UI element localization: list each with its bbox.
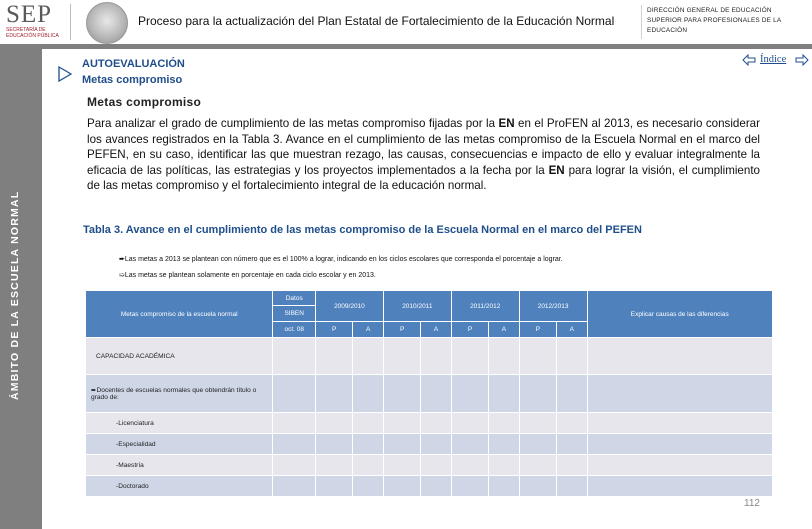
goals-table (85, 290, 773, 497)
header-year: 2011/2012 (451, 291, 519, 322)
national-seal-icon (86, 2, 128, 44)
page-number: 112 (744, 498, 760, 509)
table-row (86, 434, 773, 455)
table-note (119, 271, 376, 279)
header-year: 2012/2013 (519, 291, 587, 322)
paragraph-bold-en: EN (498, 117, 515, 130)
side-band (0, 49, 42, 529)
table-row (86, 476, 773, 497)
header-sub-p: P (383, 322, 420, 338)
document-title: Proceso para la actualización del Plan Estatal de Fortalecimiento de la Educación Normal (138, 14, 615, 28)
row-label: -Doctorado (86, 476, 273, 497)
row-label-text: Docentes de escuelas normales que obtendrán título o grado de: (91, 387, 257, 401)
arrow-left-icon[interactable] (742, 54, 756, 66)
bullet-arrow-icon: ➨ (119, 256, 125, 263)
logo-divider (70, 4, 71, 40)
header-oct: oct. 08 (273, 322, 316, 338)
header-siben: SIBEN (273, 306, 316, 322)
section-subtitle: Metas compromiso (82, 74, 183, 86)
row-label (86, 375, 273, 413)
header-goals: Metas compromiso de la escuela normal (86, 291, 273, 338)
bullet-arrow-icon: ➯ (119, 272, 125, 279)
header-sub-p: P (451, 322, 488, 338)
paragraph-text: para lograr la visión, el cumplimiento de las metas compromiso y el fortalecimiento integral de la educación normal. (87, 163, 760, 193)
arrow-right-icon[interactable] (795, 54, 809, 66)
table-row (86, 455, 773, 476)
table-row (86, 375, 773, 413)
paragraph-bold-en: EN (548, 163, 565, 177)
play-icon (58, 66, 72, 82)
table-note (119, 255, 563, 263)
header-band (0, 44, 812, 49)
side-band-label: ÁMBITO DE LA ESCUELA NORMAL (9, 190, 21, 400)
bullet-arrow-icon: ➨ (91, 387, 97, 394)
section-title: AUTOEVALUACIÓN (82, 58, 185, 70)
index-link[interactable]: Índice (760, 54, 787, 65)
header-causes: Explicar causas de las diferencias (587, 291, 772, 338)
row-label: CAPACIDAD ACADÉMICA (86, 338, 273, 375)
row-label: -Maestría (86, 455, 273, 476)
header-year: 2009/2010 (315, 291, 383, 322)
header-divider (641, 5, 642, 39)
page-header (0, 0, 812, 44)
row-label: -Especialidad (86, 434, 273, 455)
header-sub-p: P (315, 322, 352, 338)
sep-logo (6, 2, 68, 40)
header-year: 2010/2011 (383, 291, 451, 322)
table-caption: Tabla 3. Avance en el cumplimiento de las metas compromiso de la Escuela Normal en el marco del PEFEN (83, 224, 642, 236)
paragraph-text: Para analizar el grado de cumplimiento de las metas compromiso fijadas por la (87, 117, 499, 130)
sep-logo-subtext: SECRETARÍA DE EDUCACIÓN PÚBLICA (6, 27, 59, 39)
header-datos: Datos (273, 291, 316, 306)
table-row (86, 413, 773, 434)
table-note-text: Las metas se plantean solamente en porcentaje en cada ciclo escolar y en 2013. (124, 272, 376, 279)
row-label: -Licenciatura (86, 413, 273, 434)
directorate-name: DIRECCIÓN GENERAL DE EDUCACIÓN SUPERIOR PARA PROFESIONALES DE LA EDUCACIÓN (647, 7, 781, 34)
header-sub-a: A (421, 322, 451, 338)
table-note-text: Las metas a 2013 se plantean con número que es el 100% a lograr, indicando en los ciclos escolares que corresponda el porcentaje a lograr. (124, 256, 563, 263)
header-sub-a: A (489, 322, 519, 338)
paragraph-text: en el ProFEN al 2013, es necesario considerar los avances registrados en la Tabla 3. Avance en el cumplimiento de las metas compromiso de la Escuela Normal en el marco del PEFEN, en su caso, identificar las que muestran rezago, las causas, consecuencias e impacto de ello y evaluar integralmente la eficacia de las políticas, las estrategias y los proyectos implementados a la fecha por la (87, 117, 760, 177)
table-row (86, 338, 773, 375)
body-paragraph (87, 116, 760, 194)
sep-logo-text: SEP (6, 1, 53, 28)
header-sub-a: A (353, 322, 383, 338)
header-sub-a: A (557, 322, 587, 338)
header-sub-p: P (519, 322, 556, 338)
body-heading: Metas compromiso (87, 95, 202, 109)
